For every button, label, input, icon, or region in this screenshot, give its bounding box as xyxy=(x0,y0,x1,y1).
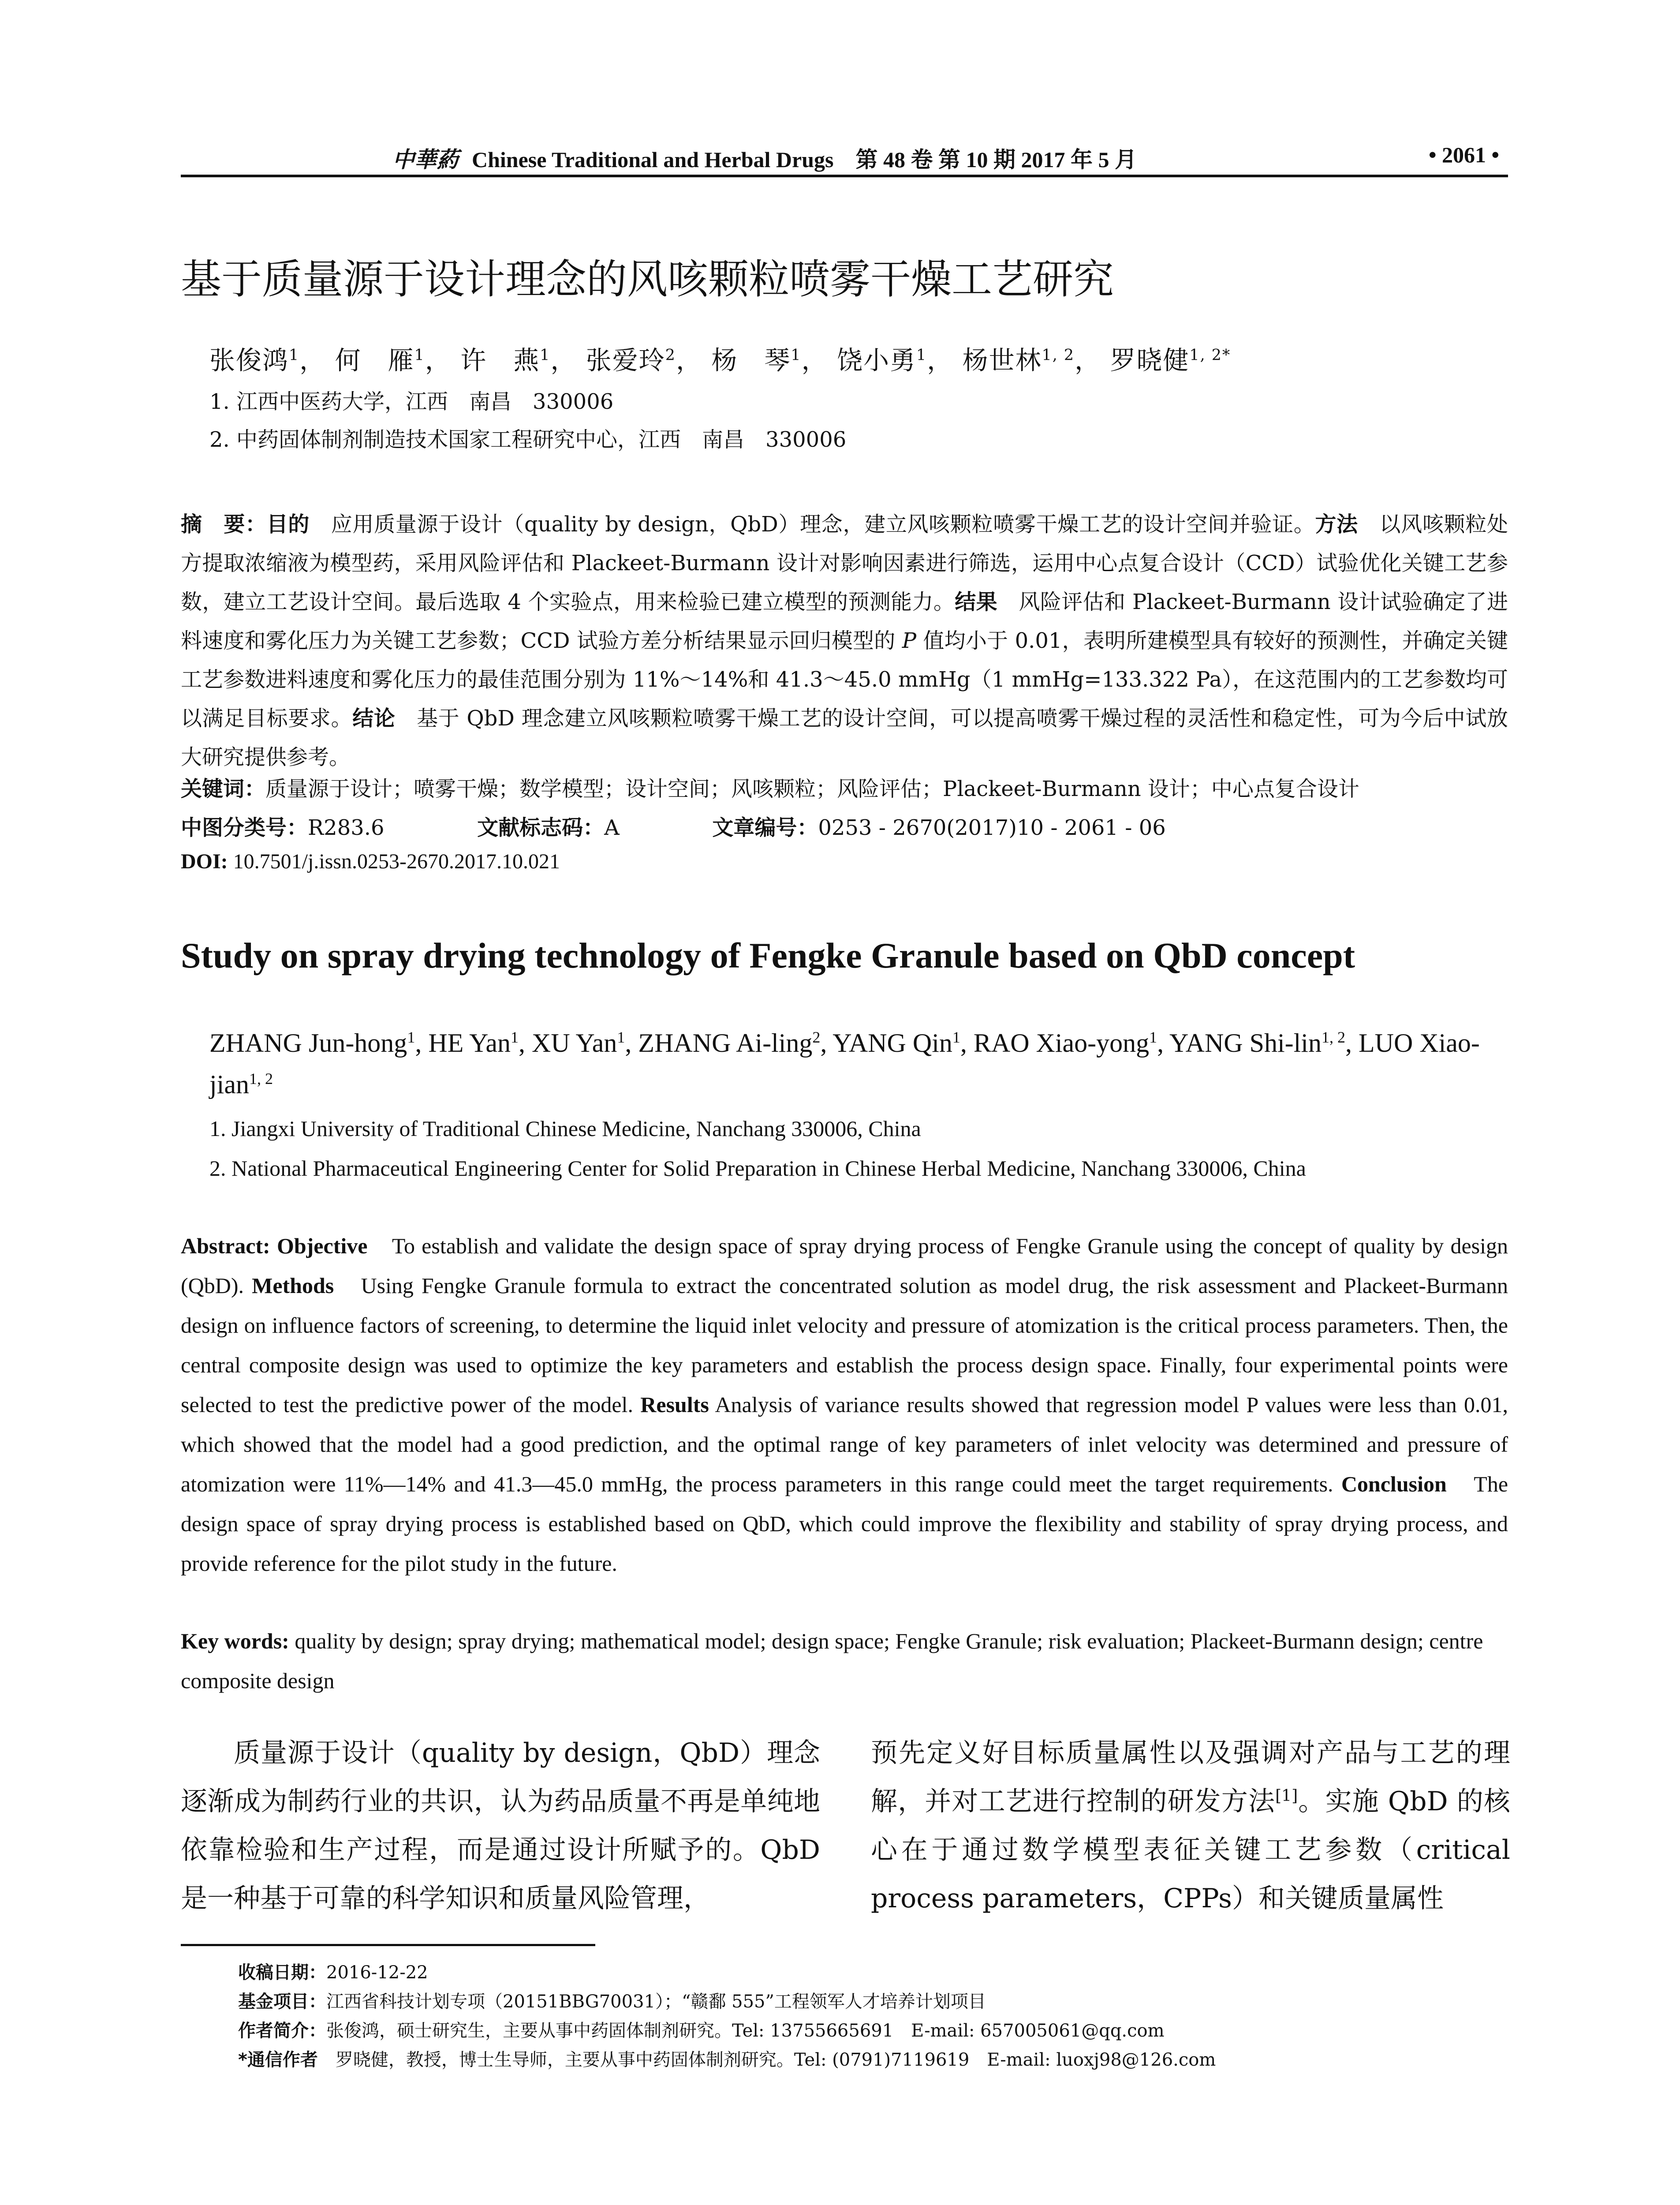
body-text-right-column: 预先定义好目标质量属性以及强调对产品与工艺的理解，并对工艺进行控制的研发方法[1]。实施 QbD 的核心在于通过数学模型表征关键工艺参数（critical process parameters，CPPs）和关键质量属性 xyxy=(871,1738,1510,1914)
received-date: 收稿日期：2016-12-22 xyxy=(238,1962,428,1983)
english-abstract: Abstract: Objective To establish and validate the design space of spray drying process of Fengke Granule using the concept of quality by design (QbD). Methods Using Fengke Granule formula to extract the concentrated solution as model drug, the risk assessment and Plackeet-Burmann design on influence factors of screening, to determine the liquid inlet velocity and pressure of atomization is the critical process parameters. Then, the central composite design was used to optimize the key parameters and establish the process design space. Finally, four experimental points were selected to test the predictive power of the model. Results Analysis of variance results showed that regression model P values were less than 0.01, which showed that the model had a good prediction, and the optimal range of key parameters of inlet velocity was determined and pressure of atomization were 11%—14% and 41.3—45.0 mmHg, the process parameters in this range could meet the target requirements. Conclusion The design space of spray drying process is established based on QbD, which could improve the flexibility and stability of spray drying process, and provide reference for the pilot study in the future. xyxy=(181,1233,1508,1576)
article-number: 0253 - 2670(2017)10 - 2061 - 06 xyxy=(818,815,1166,840)
conclusion-label: 结论 xyxy=(352,706,396,731)
author: 杨 琴$^1$ xyxy=(711,345,802,375)
journal-line xyxy=(392,142,1137,174)
author: 杨世林$^{1, 2}$ xyxy=(962,345,1075,375)
author: 许 燕$^1$ xyxy=(460,345,551,375)
author: 张爱玲$^2$ xyxy=(586,345,676,375)
chinese-affiliation-2: 2. 中药固体制剂制造技术国家工程研究中心，江西 南昌 330006 xyxy=(209,427,847,452)
objective-label: Objective xyxy=(276,1233,368,1258)
english-affiliation-1: 1. Jiangxi University of Traditional Chinese Medicine, Nanchang 330006, China xyxy=(209,1116,921,1141)
objective-text: 应用质量源于设计（quality by design，QbD）理念，建立风咳颗粒喷雾干燥工艺的设计空间并验证。 xyxy=(310,512,1315,537)
chinese-affiliation-1: 1. 江西中医药大学，江西 南昌 330006 xyxy=(209,389,614,414)
citation-ref[interactable]: [1] xyxy=(1275,1787,1298,1805)
methods-label: Methods xyxy=(252,1273,334,1298)
results-label: 结果 xyxy=(955,590,998,614)
conclusion-text: 基于 QbD 理念建立风咳颗粒喷雾干燥工艺的设计空间，可以提高喷雾干燥过程的灵活性和稳定性，可为今后中试放大研究提供参考。 xyxy=(181,706,1508,770)
abstract-label: Abstract: xyxy=(181,1233,270,1258)
journal-logo: 中華葯 xyxy=(392,146,459,172)
english-affiliation-2: 2. National Pharmaceutical Engineering Center for Solid Preparation in Chinese Herbal Medicine, Nanchang 330006, China xyxy=(209,1156,1306,1181)
methods-label: 方法 xyxy=(1315,512,1358,537)
classification-line: 中图分类号：R283.6 文献标志码：A 文章编号：0253 - 2670(2017)10 - 2061 - 06 xyxy=(181,815,1166,840)
objective-label: 目的 xyxy=(266,512,310,537)
author-bio: 作者简介：张俊鸿，硕士研究生，主要从事中药固体制剂研究。Tel: 13755665691 E-mail: 657005061@qq.com xyxy=(238,2021,1165,2041)
results-text: 风险评估和 Plackeet-Burmann 设计试验确定了进料速度和雾化压力为关键工艺参数；CCD 试验方差分析结果显示回归模型的 xyxy=(181,590,1508,653)
english-title: Study on spray drying technology of Fengke Granule based on QbD concept xyxy=(181,935,1355,975)
english-author-list: ZHANG Jun-hong$^1$, HE Yan$^1$, XU Yan$^1$, ZHANG Ai-ling$^2$, YANG Qin$^1$, RAO Xiao-yong$^1$, YANG Shi-lin$^{1, 2}$, LUO Xiao-jian$^{1, 2}$ xyxy=(209,1028,1480,1099)
chinese-title: 基于质量源于设计理念的风咳颗粒喷雾干燥工艺研究 xyxy=(181,256,1114,303)
body-text-left-column: 质量源于设计（quality by design，QbD）理念逐渐成为制药行业的共识，认为药品质量不再是单纯地依靠检验和生产过程，而是通过设计所赋予的。QbD 是一种基于可靠的科学知识和质量风险管理， xyxy=(181,1738,820,1914)
doi-line: DOI: 10.7501/j.issn.0253-2670.2017.10.021 xyxy=(181,850,560,873)
author: 罗晓健$^{1, 2*}$ xyxy=(1110,345,1231,375)
journal-info: Chinese Traditional and Herbal Drugs 第 48 卷 第 10 期 2017 年 5 月 xyxy=(472,147,1137,172)
doi-link[interactable]: 10.7501/j.issn.0253-2670.2017.10.021 xyxy=(228,850,560,873)
chinese-keywords: 关键词：质量源于设计；喷雾干燥；数学模型；设计空间；风咳颗粒；风险评估；Plackeet-Burmann 设计；中心点复合设计 xyxy=(181,777,1359,801)
author: 何 雁$^1$ xyxy=(335,345,425,375)
conclusion-label: Conclusion xyxy=(1341,1472,1447,1496)
footnotes xyxy=(238,1958,1517,2074)
abstract-label: 摘 要： xyxy=(181,512,267,537)
methods-text: 以风咳颗粒处方提取浓缩液为模型药，采用风险评估和 Plackeet-Burmann 设计对影响因素进行筛选，运用中心点复合设计（CCD）试验优化关键工艺参数，建立工艺设计空间。最后选取 4 个实验点，用来检验已建立模型的预测能力。 xyxy=(181,512,1508,614)
author: 饶小勇$^1$ xyxy=(836,345,927,375)
chinese-abstract xyxy=(181,505,1508,777)
corresponding-author: *通信作者 罗晓健，教授，博士生导师，主要从事中药固体制剂研究。Tel: (0791)7119619 E-mail: luoxj98@126.com xyxy=(238,2050,1216,2070)
clc-number: R283.6 xyxy=(308,815,385,840)
english-keywords: Key words: quality by design; spray drying; mathematical model; design space; Fengke Granule; risk evaluation; Plackeet-Burmann design; centre composite design xyxy=(181,1629,1483,1693)
results-label: Results xyxy=(640,1392,709,1417)
fund-info: 基金项目：江西省科技计划专项（20151BBG70031）；“赣鄱 555”工程领军人才培养计划项目 xyxy=(238,1992,986,2012)
chinese-author-list: 张俊鸿$^1$， 何 雁$^1$， 许 燕$^1$， 张爱玲$^2$， 杨 琴$^1$， 饶小勇$^1$， 杨世林$^{1, 2}$， 罗晓健$^{1, 2*}$ xyxy=(209,345,1231,375)
p-symbol: P xyxy=(902,628,917,653)
footnote-divider xyxy=(181,1944,595,1946)
document-code: A xyxy=(604,815,620,840)
page-number: • 2061 • xyxy=(1428,142,1499,167)
results-text-2: 值均小于 0.01，表明所建模型具有较好的预测性，并确定关键工艺参数进料速度和雾化压力的最佳范围分别为 11%～14%和 41.3～45.0 mmHg（1 mmHg=133.322 Pa），在这范围内的工艺参数均可以满足目标要求。 xyxy=(181,628,1508,731)
running-header xyxy=(181,140,1508,177)
author: 张俊鸿$^1$ xyxy=(209,345,300,375)
